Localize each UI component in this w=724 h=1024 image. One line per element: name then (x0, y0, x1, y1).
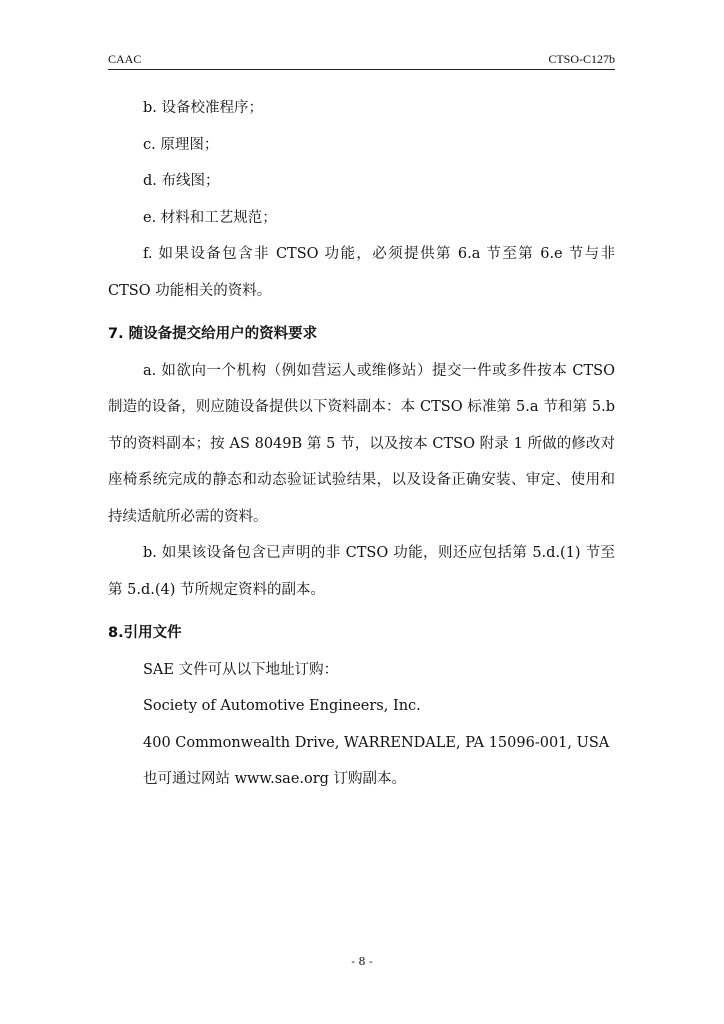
list-item-c: c. 原理图； (143, 136, 219, 153)
document-body (108, 90, 615, 798)
sae-order-note: SAE 文件可从以下地址订购： (143, 661, 339, 678)
section-8-heading: 8.引用文件 (108, 625, 182, 641)
section-7-paragraph-a: a. 如欲向一个机构（例如营运人或维修站）提交一件或多件按本 CTSO 制造的设备，则应随设备提供以下资料副本：本 CTSO 标准第 5.a 节和第 5.b 节的资料副本；按 AS 8049B 第 5 节，以及按本 CTSO 附录 1 所做的修改对座椅系统完成的静态和动态验证试验结果，以及设备正确安装、审定、使用和持续适航所必需的资料。 (108, 362, 615, 525)
header-rule (108, 69, 615, 70)
header-org: CAAC (108, 52, 142, 66)
page-number: - 8 - (351, 955, 373, 968)
list-item-e: e. 材料和工艺规范； (143, 209, 277, 226)
list-item-b: b. 设备校准程序； (143, 100, 263, 116)
sae-address: 400 Commonwealth Drive, WARRENDALE, PA 15096-001, USA (143, 734, 610, 751)
sae-website-note: 也可通过网站 www.sae.org 订购副本。 (143, 771, 407, 787)
list-item-d: d. 布线图； (143, 173, 220, 189)
header-doc-id: CTSO-C127b (548, 52, 615, 66)
sae-organization: Society of Automotive Engineers, Inc. (143, 698, 421, 714)
section-7-heading: 7. 随设备提交给用户的资料要求 (108, 326, 318, 342)
section-7-paragraph-b: b. 如果该设备包含已声明的非 CTSO 功能，则还应包括第 5.d.(1) 节至第 5.d.(4) 节所规定资料的副本。 (108, 545, 615, 598)
list-item-f: f. 如果设备包含非 CTSO 功能，必须提供第 6.a 节至第 6.e 节与非 CTSO 功能相关的资料。 (108, 246, 615, 299)
